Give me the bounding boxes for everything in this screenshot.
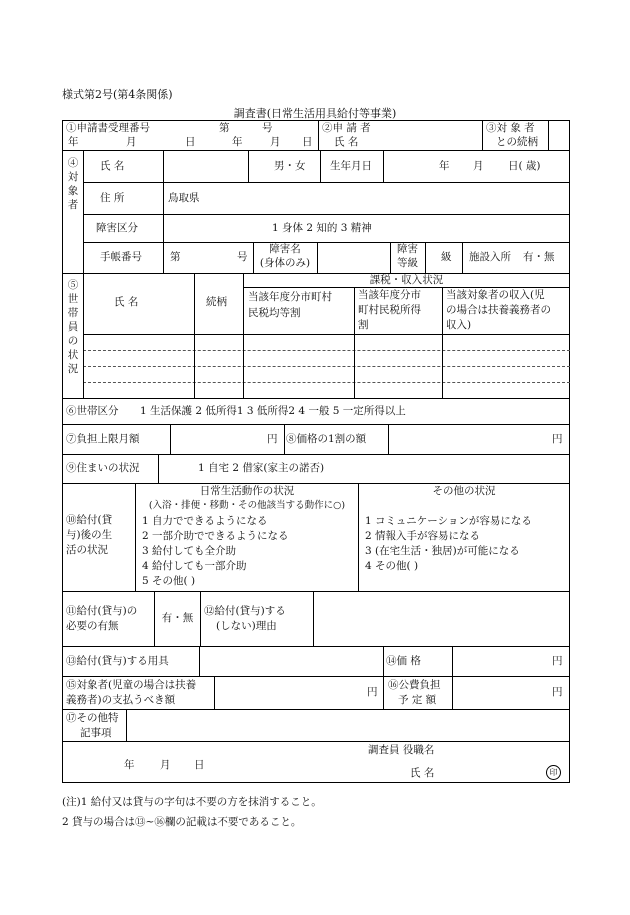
other-status-header: その他の状況 bbox=[432, 485, 496, 497]
row-line bbox=[62, 741, 570, 742]
col-line bbox=[318, 120, 319, 150]
note-1: (注)1 給付又は貸与の字句は不要の方を抹消すること。 bbox=[62, 796, 322, 808]
public-burden-yen: 円 bbox=[552, 686, 563, 698]
household-category-label: ⑥世帯区分 bbox=[66, 405, 119, 417]
facility-label: 施設入所 bbox=[469, 251, 511, 263]
row-line bbox=[62, 454, 570, 455]
birth-year: 年 bbox=[439, 160, 450, 172]
disability-type-options: 1 身体 2 知的 3 精神 bbox=[272, 222, 372, 234]
col-line bbox=[248, 150, 249, 182]
col-line bbox=[383, 646, 384, 676]
housing-options: 1 自宅 2 借家(家主の諾否) bbox=[198, 462, 325, 474]
col-line bbox=[83, 273, 84, 398]
document-title: 調査書(日常生活用具給付等事業) bbox=[233, 107, 397, 120]
household-category-options: 1 生活保護 2 低所得1 3 低所得2 4 一般 5 一定所得以上 bbox=[140, 405, 406, 417]
reason-label-line2: (しない)理由 bbox=[216, 620, 277, 632]
note-2: 2 貸与の場合は⑬~⑯欄の記載は不要であること。 bbox=[62, 816, 302, 828]
survey-form-table bbox=[62, 120, 570, 783]
col-line bbox=[548, 120, 549, 150]
col-line bbox=[320, 150, 321, 182]
necessity-value: 有・無 bbox=[161, 612, 194, 624]
form-number-label: 様式第2号(第4条関係) bbox=[62, 88, 173, 101]
col-line bbox=[83, 150, 84, 273]
household-section-label: ⑤世帯員の状況 bbox=[67, 279, 79, 375]
housing-label: ⑨住まいの状況 bbox=[66, 462, 140, 474]
other-item-3: 3 (在宅生活・独居)が可能になる bbox=[365, 545, 520, 557]
col-line bbox=[126, 709, 127, 741]
row-line bbox=[83, 334, 570, 335]
row-line bbox=[83, 182, 570, 183]
disability-type-label: 障害区分 bbox=[96, 222, 138, 234]
receipt-day: 日 bbox=[302, 136, 313, 148]
row-line bbox=[62, 424, 570, 425]
household-name-header: 氏 名 bbox=[114, 296, 139, 308]
row-line bbox=[62, 591, 570, 592]
col-line bbox=[158, 454, 159, 483]
app-number-dai: 第 bbox=[219, 122, 230, 134]
grade-label-sub: 等級 bbox=[397, 257, 418, 269]
reason-label-line1: ⑫給付(貸与)する bbox=[204, 605, 286, 617]
col-line bbox=[194, 273, 195, 398]
handbook-dai: 第 bbox=[170, 251, 181, 263]
col-line bbox=[462, 242, 463, 273]
tax-col2-line3: 割 bbox=[358, 319, 369, 331]
remarks-label-line2: 記事項 bbox=[80, 727, 112, 739]
public-burden-label-line1: ⑯公費負担 bbox=[388, 679, 441, 691]
subject-name-label: 氏 名 bbox=[100, 160, 125, 172]
tax-col3-line3: 収入) bbox=[446, 319, 472, 331]
col-line bbox=[313, 591, 314, 646]
tax-col2-line1: 当該年度分市 bbox=[358, 289, 421, 301]
grade-unit: 級 bbox=[441, 251, 452, 263]
price-label: ⑭価 格 bbox=[386, 655, 421, 667]
app-date-year: 年 bbox=[68, 136, 79, 148]
receipt-year: 年 bbox=[232, 136, 243, 148]
daily-item-3: 3 給付しても全介助 bbox=[142, 545, 237, 557]
col-line bbox=[383, 150, 384, 182]
handbook-number-label: 手帳番号 bbox=[100, 251, 142, 263]
col-line bbox=[442, 287, 443, 398]
living-label-line2: 与)後の生 bbox=[66, 529, 113, 541]
row-line bbox=[62, 646, 570, 647]
col-line bbox=[200, 591, 201, 646]
daily-item-2: 2 一部介助でできるようになる bbox=[142, 530, 289, 542]
col-line bbox=[452, 676, 453, 709]
living-label-line3: 活の状況 bbox=[66, 544, 108, 556]
seal-icon: 印 bbox=[546, 765, 561, 780]
col-line bbox=[284, 424, 285, 454]
relation-label: ③対 象 者 bbox=[486, 122, 535, 134]
payment-label-line1: ⑮対象者(児童の場合は扶養 bbox=[66, 679, 197, 691]
col-line bbox=[383, 676, 384, 709]
daily-activity-sub: (入浴・排便・移動・その他該当する動作に○) bbox=[148, 500, 346, 511]
living-label-line1: ⑩給付(貸 bbox=[66, 514, 113, 526]
row-line bbox=[62, 709, 570, 710]
footer-year: 年 bbox=[124, 759, 135, 771]
app-number-label: ①申請書受理番号 bbox=[66, 122, 150, 134]
col-line bbox=[163, 150, 164, 242]
col-line bbox=[163, 242, 164, 273]
birth-date-label: 生年月日 bbox=[330, 160, 372, 172]
row-line bbox=[83, 214, 570, 215]
household-relation-header: 続柄 bbox=[206, 296, 227, 308]
price-tenth-yen: 円 bbox=[552, 433, 563, 445]
disability-name-label: 障害名 bbox=[269, 243, 301, 255]
public-burden-label-line2: 予 定 額 bbox=[398, 694, 437, 706]
tax-col1-line1: 当該年度分市町村 bbox=[248, 291, 332, 303]
investigator-name-label: 氏 名 bbox=[410, 767, 435, 779]
col-line bbox=[243, 273, 244, 398]
col-line bbox=[317, 242, 318, 273]
col-line bbox=[388, 424, 389, 454]
applicant-name-label: 氏 名 bbox=[334, 136, 359, 148]
app-number-go: 号 bbox=[262, 122, 273, 134]
footer-month: 月 bbox=[160, 759, 171, 771]
tax-col2-line2: 町村民税所得 bbox=[358, 304, 421, 316]
facility-value: 有・無 bbox=[523, 251, 555, 263]
equipment-label: ⑬給付(貸与)する用具 bbox=[66, 655, 169, 667]
row-line bbox=[62, 676, 570, 677]
app-date-month: 月 bbox=[126, 136, 137, 148]
col-line bbox=[358, 483, 359, 591]
burden-limit-label: ⑦負担上限月額 bbox=[66, 433, 140, 445]
row-line bbox=[83, 242, 570, 243]
grade-label: 障害 bbox=[397, 243, 418, 255]
disability-name-sub: (身体のみ) bbox=[259, 257, 311, 269]
row-line bbox=[62, 398, 570, 399]
remarks-label-line1: ⑰その他特 bbox=[66, 712, 119, 724]
daily-item-4: 4 給付しても一部介助 bbox=[142, 560, 247, 572]
col-line bbox=[170, 424, 171, 454]
col-line bbox=[354, 287, 355, 398]
payment-label-line2: 義務者)の支払うべき額 bbox=[66, 694, 176, 706]
col-line bbox=[214, 676, 215, 709]
birth-month: 月 bbox=[473, 160, 484, 172]
daily-item-1: 1 自力でできるようになる bbox=[142, 515, 268, 527]
row-dashed bbox=[83, 366, 570, 367]
burden-limit-yen: 円 bbox=[267, 433, 278, 445]
col-line bbox=[425, 242, 426, 273]
row-dashed bbox=[83, 382, 570, 383]
subject-section-label: ④対象者 bbox=[67, 157, 79, 211]
tax-col3-line2: の場合は扶養義務者の bbox=[446, 304, 551, 316]
gender-field: 男・女 bbox=[274, 160, 306, 172]
row-line bbox=[62, 150, 570, 151]
footer-day: 日 bbox=[194, 759, 205, 771]
price-yen: 円 bbox=[552, 655, 563, 667]
daily-item-5: 5 その他( ) bbox=[142, 575, 196, 587]
tax-status-header: 課税・収入状況 bbox=[369, 274, 444, 286]
app-date-day: 日 bbox=[185, 136, 196, 148]
border-left bbox=[62, 120, 63, 783]
row-dashed bbox=[83, 350, 570, 351]
necessity-label-line1: ⑪給付(貸与)の bbox=[66, 605, 138, 617]
relation-label-sub: との続柄 bbox=[496, 136, 538, 148]
other-item-2: 2 情報入手が容易になる bbox=[365, 530, 481, 542]
border-right bbox=[569, 120, 570, 783]
payment-yen: 円 bbox=[367, 686, 378, 698]
other-item-4: 4 その他( ) bbox=[365, 560, 419, 572]
handbook-go: 号 bbox=[237, 251, 248, 263]
address-label: 住 所 bbox=[100, 192, 125, 204]
investigator-title-label: 調査員 役職名 bbox=[368, 744, 435, 756]
birth-day-age: 日( 歳) bbox=[508, 160, 541, 172]
notes bbox=[62, 792, 322, 832]
necessity-label-line2: 必要の有無 bbox=[66, 620, 119, 632]
price-tenth-label: ⑧価格の1割の額 bbox=[286, 433, 367, 445]
other-item-1: 1 コミュニケーションが容易になる bbox=[365, 515, 532, 527]
tax-col3-line1: 当該対象者の収入(児 bbox=[446, 289, 545, 301]
col-line bbox=[199, 646, 200, 676]
applicant-label: ②申 請 者 bbox=[322, 122, 371, 134]
col-line bbox=[482, 120, 483, 150]
tax-col1-line2: 民税均等割 bbox=[248, 307, 301, 319]
address-value: 鳥取県 bbox=[168, 192, 200, 204]
daily-activity-header: 日常生活動作の状況 bbox=[199, 485, 295, 497]
receipt-month: 月 bbox=[270, 136, 281, 148]
border-bottom bbox=[62, 782, 570, 783]
col-line bbox=[452, 646, 453, 676]
